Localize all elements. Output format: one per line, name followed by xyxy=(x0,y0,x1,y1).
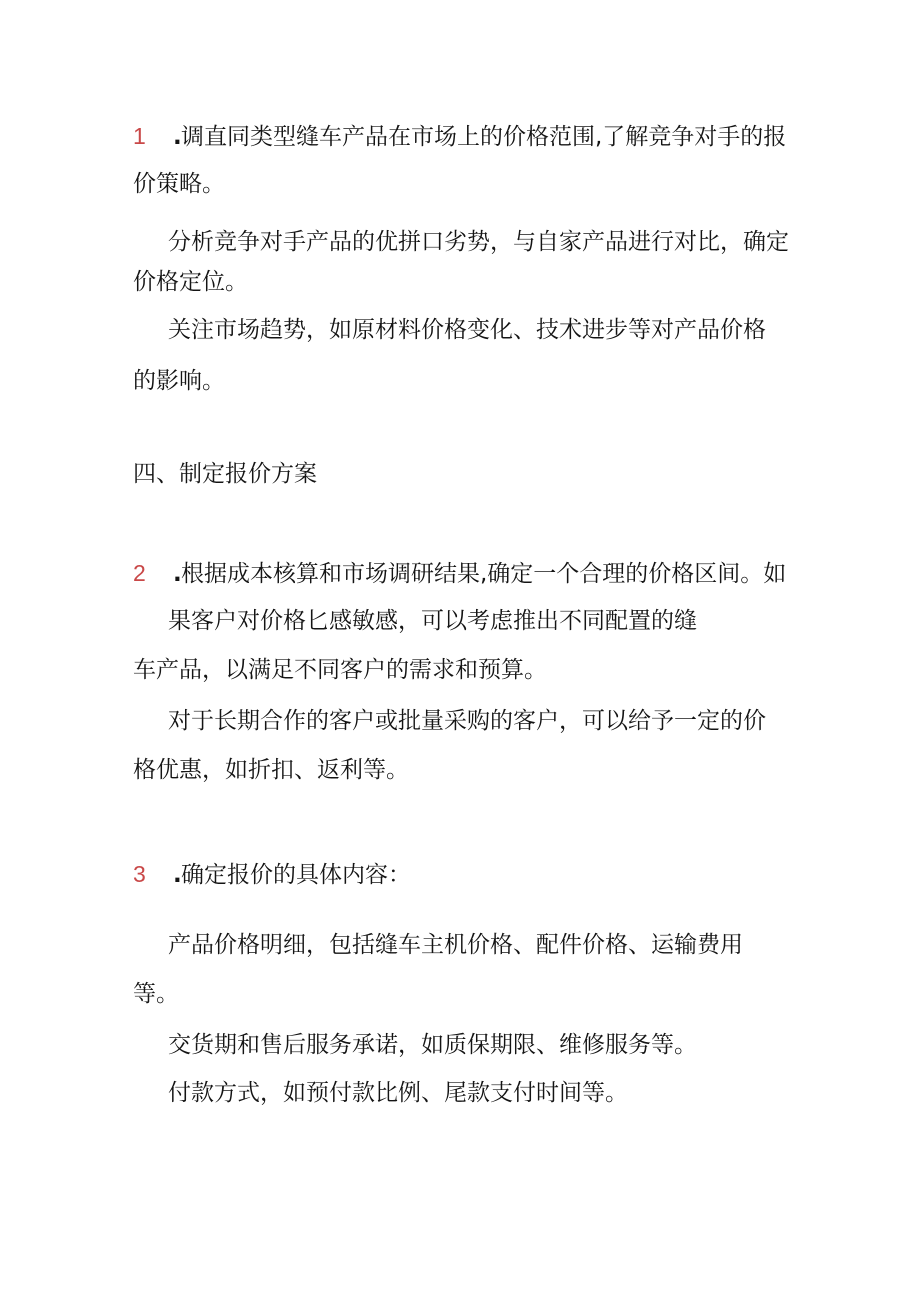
payment-paragraph: 付款方式，如预付款比例、尾款支付时间等。 xyxy=(168,1080,628,1106)
analyze-paragraph-line-1: 分析竞争对手产品的优拼口劣势，与自家产品进行对比，确定 xyxy=(168,229,789,255)
item-3-dot: . xyxy=(173,862,182,888)
longterm-paragraph-line-1: 对于长期合作的客户或批量采购的客户，可以给予一定的价 xyxy=(168,708,766,734)
item-1-line-2: 价策略。 xyxy=(133,171,225,197)
delivery-paragraph: 交货期和售后服务承诺，如质保期限、维修服务等。 xyxy=(168,1032,697,1058)
trend-paragraph-line-2: 的影响。 xyxy=(133,368,225,394)
item-3-text-1: 确定报价的具体内容： xyxy=(181,862,411,888)
item-2-number: 2 xyxy=(133,560,146,586)
longterm-paragraph-line-2: 格优惠，如折扣、返利等。 xyxy=(133,757,409,783)
item-1-dot: . xyxy=(173,124,182,150)
item-1-number: 1 xyxy=(133,123,146,149)
item-2-text-1: 根据成本核算和市场调研结果,确定一个合理的价格区间。如 xyxy=(181,561,787,587)
price-detail-paragraph-line-1: 产品价格明细，包括缝车主机价格、配件价格、运输费用 xyxy=(168,932,743,958)
item-3-line-1 xyxy=(133,859,411,890)
trend-paragraph-line-1: 关注市场趋势，如原材料价格变化、技术进步等对产品价格 xyxy=(168,317,766,343)
item-1-text-1: 调直同类型缝车产品在市场上的价格范围,了解竞争对手的报 xyxy=(181,124,787,150)
analyze-paragraph-line-2: 价格定位。 xyxy=(133,269,248,295)
item-3-number: 3 xyxy=(133,861,146,887)
item-2-line-1 xyxy=(133,558,786,589)
section-heading-4: 四、制定报价方案 xyxy=(133,461,317,487)
price-detail-paragraph-line-2: 等。 xyxy=(133,981,179,1007)
item-2-line-3: 车产品，以满足不同客户的需求和预算。 xyxy=(133,657,547,683)
item-1-line-1 xyxy=(133,121,786,152)
item-2-line-2: 果客户对价格匕感敏感，可以考虑推出不同配置的缝 xyxy=(168,608,697,634)
item-2-dot: . xyxy=(173,561,182,587)
